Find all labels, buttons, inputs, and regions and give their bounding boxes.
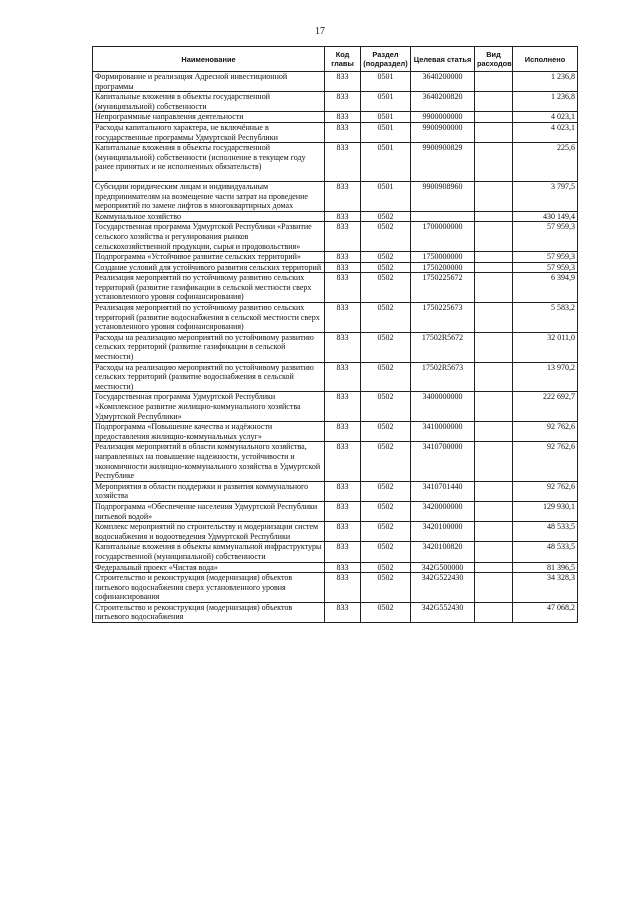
cell-target-article: 9900908960 <box>411 181 475 211</box>
cell-target-article: 9900900829 <box>411 143 475 182</box>
cell-chapter-code: 833 <box>325 422 361 442</box>
cell-section: 0502 <box>361 273 411 303</box>
cell-expense-type <box>475 222 513 252</box>
cell-target-article: 342G500000 <box>411 562 475 573</box>
cell-executed: 1 236,8 <box>513 92 578 112</box>
cell-target-article: 1750200000 <box>411 262 475 273</box>
cell-section: 0502 <box>361 222 411 252</box>
table-row <box>93 211 578 222</box>
cell-section: 0502 <box>361 481 411 501</box>
cell-chapter-code: 833 <box>325 92 361 112</box>
table-row <box>93 422 578 442</box>
cell-name: Капитальные вложения в объекты государственной (муниципальной) собственности (исполнение в текущем году ранее принятых и не исполненных обязательств) <box>93 143 325 182</box>
cell-section: 0502 <box>361 442 411 481</box>
cell-target-article: 3420100820 <box>411 542 475 562</box>
cell-chapter-code: 833 <box>325 602 361 622</box>
cell-executed: 92 762,6 <box>513 422 578 442</box>
cell-name: Коммунальное хозяйство <box>93 211 325 222</box>
cell-executed: 1 236,8 <box>513 72 578 92</box>
cell-expense-type <box>475 392 513 422</box>
cell-expense-type <box>475 112 513 123</box>
table-body <box>93 72 578 623</box>
cell-target-article: 3410000000 <box>411 422 475 442</box>
cell-section: 0502 <box>361 602 411 622</box>
cell-executed: 57 959,3 <box>513 222 578 252</box>
cell-name: Подпрограмма «Устойчивое развитие сельских территорий» <box>93 252 325 263</box>
cell-chapter-code: 833 <box>325 222 361 252</box>
cell-chapter-code: 833 <box>325 562 361 573</box>
table-row <box>93 332 578 362</box>
cell-chapter-code: 833 <box>325 573 361 603</box>
cell-expense-type <box>475 122 513 142</box>
cell-target-article: 9900000000 <box>411 112 475 123</box>
cell-name: Капитальные вложения в объекты коммунальной инфраструктуры государственной (муниципальной) собственности <box>93 542 325 562</box>
cell-chapter-code: 833 <box>325 211 361 222</box>
cell-name: Субсидии юридическим лицам и индивидуальным предпринимателям на возмещение части затрат на проведение мероприятий по замене лифтов в многоквартирных домах <box>93 181 325 211</box>
table-row <box>93 522 578 542</box>
cell-target-article: 3410700000 <box>411 442 475 481</box>
table-row <box>93 442 578 481</box>
cell-section: 0501 <box>361 181 411 211</box>
cell-executed: 13 970,2 <box>513 362 578 392</box>
cell-section: 0502 <box>361 332 411 362</box>
cell-name: Капитальные вложения в объекты государственной (муниципальной) собственности <box>93 92 325 112</box>
table-row <box>93 252 578 263</box>
cell-executed: 430 149,4 <box>513 211 578 222</box>
cell-section: 0502 <box>361 501 411 521</box>
cell-expense-type <box>475 211 513 222</box>
cell-expense-type <box>475 562 513 573</box>
cell-name: Государственная программа Удмуртской Республики «Комплексное развитие жилищно-коммунального хозяйства Удмуртской Республики» <box>93 392 325 422</box>
cell-chapter-code: 833 <box>325 112 361 123</box>
cell-expense-type <box>475 602 513 622</box>
cell-name: Реализация мероприятий по устойчивому развитию сельских территорий (развитие газификации в сельской местности сверх установленного уровня софинансирования) <box>93 273 325 303</box>
cell-executed: 92 762,6 <box>513 481 578 501</box>
budget-execution-table <box>92 46 578 623</box>
cell-expense-type <box>475 573 513 603</box>
cell-name: Федеральный проект «Чистая вода» <box>93 562 325 573</box>
cell-expense-type <box>475 522 513 542</box>
cell-expense-type <box>475 422 513 442</box>
cell-executed: 34 328,3 <box>513 573 578 603</box>
cell-chapter-code: 833 <box>325 332 361 362</box>
table-row <box>93 112 578 123</box>
cell-name: Непрограммные направления деятельности <box>93 112 325 123</box>
cell-name: Расходы на реализацию мероприятий по устойчивому развитию сельских территорий (развитие газификации в сельской местности) <box>93 332 325 362</box>
cell-name: Комплекс мероприятий по строительству и модернизации систем водоснабжения и водоотведения Удмуртской Республики <box>93 522 325 542</box>
cell-chapter-code: 833 <box>325 143 361 182</box>
cell-chapter-code: 833 <box>325 392 361 422</box>
cell-name: Формирование и реализация Адресной инвестиционной программы <box>93 72 325 92</box>
cell-section: 0502 <box>361 542 411 562</box>
table-row <box>93 481 578 501</box>
cell-executed: 92 762,6 <box>513 442 578 481</box>
cell-expense-type <box>475 303 513 333</box>
cell-executed: 4 023,1 <box>513 112 578 123</box>
cell-executed: 48 533,5 <box>513 542 578 562</box>
cell-chapter-code: 833 <box>325 362 361 392</box>
table-row <box>93 92 578 112</box>
cell-executed: 47 068,2 <box>513 602 578 622</box>
cell-name: Реализация мероприятий в области коммунального хозяйства, направленных на повышение надежности, устойчивости и экономичности жилищно-коммунального хозяйства в Удмуртской Республике <box>93 442 325 481</box>
cell-executed: 3 797,5 <box>513 181 578 211</box>
cell-section: 0502 <box>361 392 411 422</box>
cell-name: Реализация мероприятий по устойчивому развитию сельских территорий (развитие водоснабжения в сельской местности сверх установленного уровня софинансирования) <box>93 303 325 333</box>
cell-chapter-code: 833 <box>325 273 361 303</box>
cell-expense-type <box>475 501 513 521</box>
cell-name: Мероприятия в области поддержки и развития коммунального хозяйства <box>93 481 325 501</box>
table-row <box>93 122 578 142</box>
cell-chapter-code: 833 <box>325 481 361 501</box>
cell-expense-type <box>475 252 513 263</box>
cell-executed: 81 396,5 <box>513 562 578 573</box>
cell-expense-type <box>475 262 513 273</box>
cell-section: 0501 <box>361 112 411 123</box>
cell-expense-type <box>475 72 513 92</box>
cell-section: 0501 <box>361 122 411 142</box>
cell-target-article: 17502R5672 <box>411 332 475 362</box>
cell-section: 0502 <box>361 211 411 222</box>
cell-executed: 225,6 <box>513 143 578 182</box>
table-row <box>93 303 578 333</box>
cell-name: Строительство и реконструкция (модернизация) объектов питьевого водоснабжения сверх установленного уровня софинансирования <box>93 573 325 603</box>
table-row <box>93 262 578 273</box>
cell-section: 0502 <box>361 262 411 273</box>
cell-section: 0502 <box>361 522 411 542</box>
cell-expense-type <box>475 362 513 392</box>
cell-executed: 57 959,3 <box>513 262 578 273</box>
cell-target-article: 3640200820 <box>411 92 475 112</box>
table-row <box>93 501 578 521</box>
table-row <box>93 602 578 622</box>
table-row <box>93 362 578 392</box>
cell-target-article: 342G522430 <box>411 573 475 603</box>
table-row <box>93 562 578 573</box>
cell-executed: 57 959,3 <box>513 252 578 263</box>
cell-expense-type <box>475 481 513 501</box>
cell-chapter-code: 833 <box>325 303 361 333</box>
cell-section: 0502 <box>361 252 411 263</box>
cell-name: Расходы капитального характера, не включённые в государственные программы Удмуртской Республики <box>93 122 325 142</box>
cell-target-article: 3410701440 <box>411 481 475 501</box>
cell-section: 0501 <box>361 72 411 92</box>
cell-section: 0501 <box>361 143 411 182</box>
cell-name: Государственная программа Удмуртской Республики «Развитие сельского хозяйства и регулирования рынков сельскохозяйственной продукции, сырья и продовольствия» <box>93 222 325 252</box>
table-row <box>93 392 578 422</box>
table-row <box>93 273 578 303</box>
cell-section: 0502 <box>361 422 411 442</box>
cell-chapter-code: 833 <box>325 181 361 211</box>
cell-chapter-code: 833 <box>325 262 361 273</box>
cell-target-article: 9900900000 <box>411 122 475 142</box>
cell-executed: 5 583,2 <box>513 303 578 333</box>
cell-chapter-code: 833 <box>325 252 361 263</box>
table-row <box>93 143 578 182</box>
cell-section: 0501 <box>361 92 411 112</box>
cell-target-article: 1750225672 <box>411 273 475 303</box>
cell-expense-type <box>475 181 513 211</box>
header-chapter-code: Код главы <box>325 47 361 72</box>
cell-target-article: 3420100000 <box>411 522 475 542</box>
table-row <box>93 181 578 211</box>
cell-target-article: 3640200000 <box>411 72 475 92</box>
cell-chapter-code: 833 <box>325 542 361 562</box>
cell-target-article: 342G552430 <box>411 602 475 622</box>
cell-chapter-code: 833 <box>325 72 361 92</box>
cell-expense-type <box>475 92 513 112</box>
cell-name: Подпрограмма «Повышение качества и надёжности предоставления жилищно-коммунальных услуг» <box>93 422 325 442</box>
table-row <box>93 72 578 92</box>
cell-chapter-code: 833 <box>325 522 361 542</box>
cell-section: 0502 <box>361 362 411 392</box>
header-section: Раздел (подраздел) <box>361 47 411 72</box>
header-name: Наименование <box>93 47 325 72</box>
cell-name: Создание условий для устойчивого развития сельских территорий <box>93 262 325 273</box>
cell-name: Подпрограмма «Обеспечение населения Удмуртской Республики питьевой водой» <box>93 501 325 521</box>
cell-chapter-code: 833 <box>325 442 361 481</box>
cell-expense-type <box>475 332 513 362</box>
page-number: 17 <box>315 26 325 37</box>
cell-executed: 4 023,1 <box>513 122 578 142</box>
cell-executed: 222 692,7 <box>513 392 578 422</box>
cell-executed: 129 930,1 <box>513 501 578 521</box>
cell-expense-type <box>475 143 513 182</box>
cell-section: 0502 <box>361 573 411 603</box>
cell-target-article: 1700000000 <box>411 222 475 252</box>
cell-target-article: 3420000000 <box>411 501 475 521</box>
header-expense-type: Вид расходов <box>475 47 513 72</box>
table-row <box>93 542 578 562</box>
cell-executed: 32 011,0 <box>513 332 578 362</box>
cell-executed: 48 533,5 <box>513 522 578 542</box>
cell-target-article: 17502R5673 <box>411 362 475 392</box>
cell-expense-type <box>475 542 513 562</box>
table-row <box>93 222 578 252</box>
cell-expense-type <box>475 273 513 303</box>
cell-target-article <box>411 211 475 222</box>
cell-name: Строительство и реконструкция (модернизация) объектов питьевого водоснабжения <box>93 602 325 622</box>
cell-chapter-code: 833 <box>325 122 361 142</box>
header-target-article: Целевая статья <box>411 47 475 72</box>
cell-expense-type <box>475 442 513 481</box>
table-header-row <box>93 47 578 72</box>
cell-section: 0502 <box>361 303 411 333</box>
cell-name: Расходы на реализацию мероприятий по устойчивому развитию сельских территорий (развитие водоснабжения в сельской местности) <box>93 362 325 392</box>
cell-target-article: 3400000000 <box>411 392 475 422</box>
cell-chapter-code: 833 <box>325 501 361 521</box>
cell-executed: 6 394,9 <box>513 273 578 303</box>
cell-section: 0502 <box>361 562 411 573</box>
table-row <box>93 573 578 603</box>
cell-target-article: 1750225673 <box>411 303 475 333</box>
cell-target-article: 1750000000 <box>411 252 475 263</box>
header-executed: Исполнено <box>513 47 578 72</box>
